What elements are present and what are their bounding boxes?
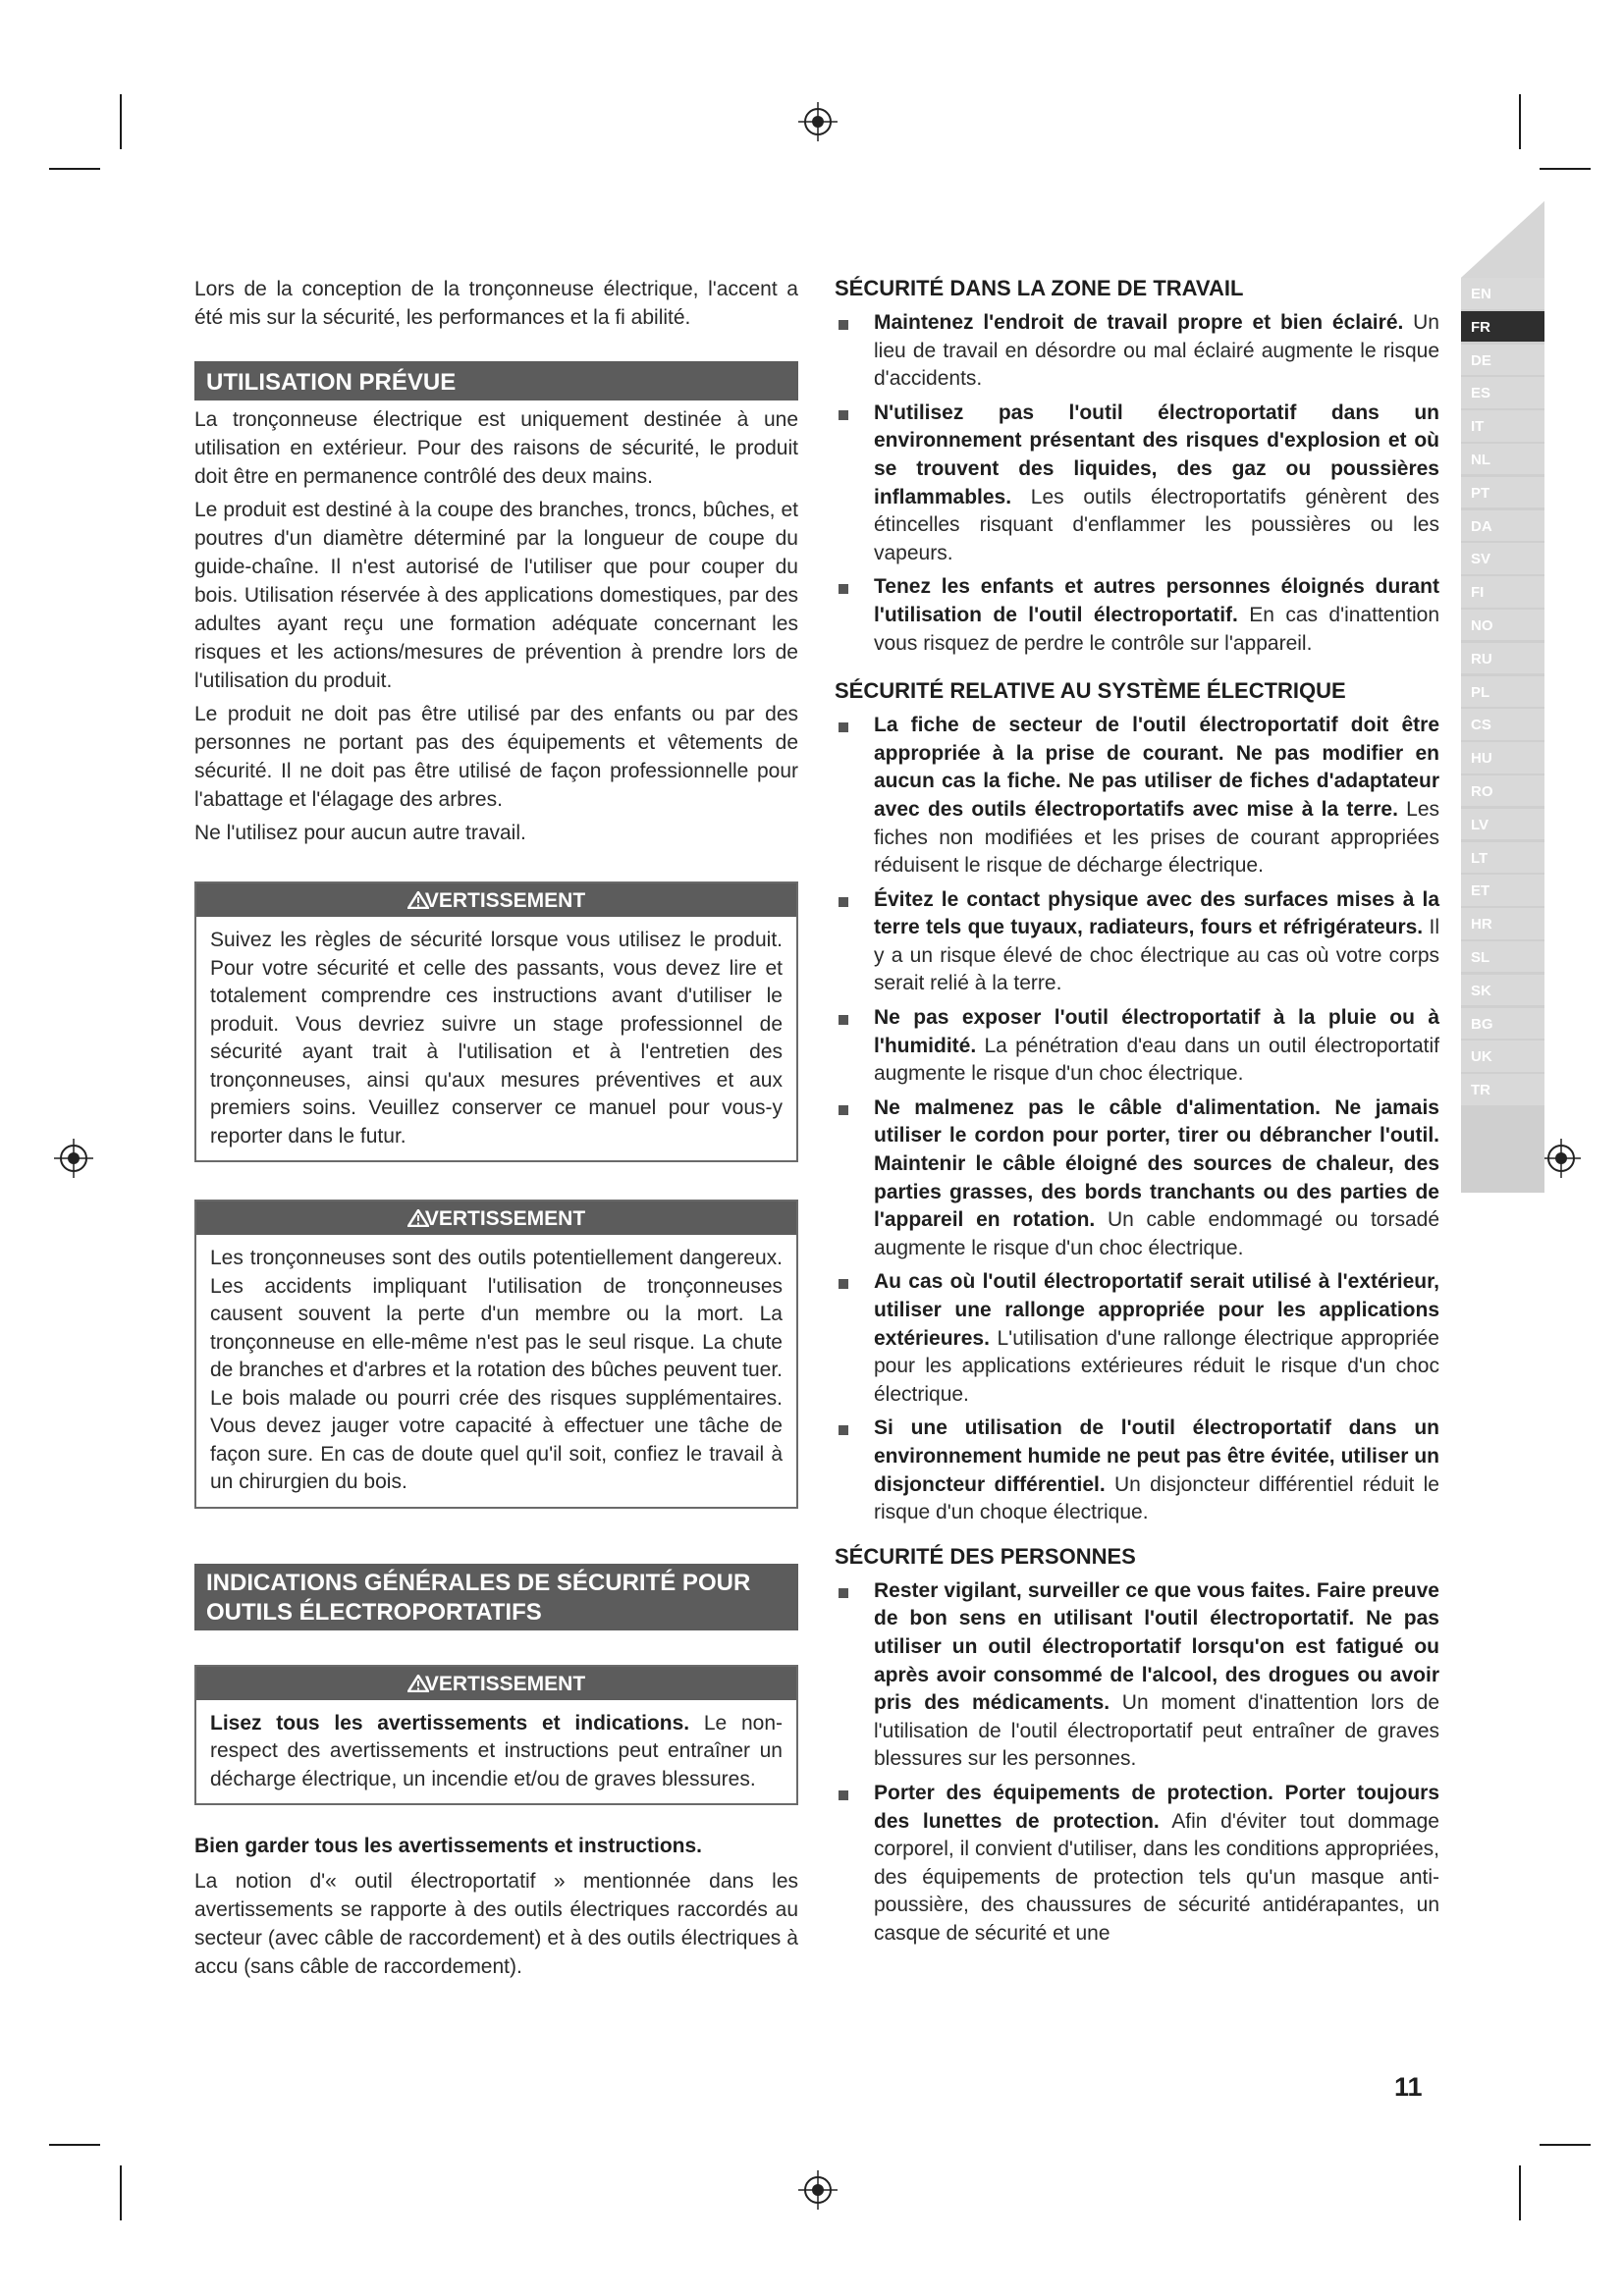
section-heading-utilisation: UTILISATION PRÉVUE	[194, 361, 798, 400]
list-item	[835, 712, 1439, 881]
warning-title-text: VERTISSEMENT	[424, 1207, 586, 1230]
item-text: Un lieu de travail en désordre ou mal éclairé augmente le risque d'accidents.	[874, 311, 1439, 391]
language-tab-lv[interactable]: LV	[1461, 809, 1544, 840]
bullet-square-icon	[839, 1790, 848, 1800]
item-text: Un disjoncteur différentiel réduit le risque d'un choque électrique.	[874, 1472, 1439, 1524]
section-heading-indications	[194, 1564, 798, 1630]
language-tab-fr[interactable]: FR	[1461, 311, 1544, 343]
list-item	[835, 400, 1439, 568]
warning-title-text: VERTISSEMENT	[424, 1672, 586, 1695]
language-tab-en[interactable]: EN	[1461, 278, 1544, 309]
list-item	[835, 309, 1439, 394]
language-tab-pl[interactable]: PL	[1461, 676, 1544, 708]
item-bold-text: Évitez le contact physique avec des surfaces mises à la terre tels que tuyaux, radiateurs, fours et réfrigérateurs.	[874, 887, 1439, 939]
bullet-square-icon	[839, 1425, 848, 1435]
bullet-square-icon	[839, 1105, 848, 1115]
crop-mark	[1519, 2165, 1521, 2220]
item-text: L'utilisation d'une rallonge électrique appropriée pour les applications extérieures réduit le risque d'un choc électrique.	[874, 1326, 1439, 1406]
item-text: Les fiches non modifiées et les prises de courant appropriées réduisent le risque de décharge électrique.	[874, 797, 1439, 878]
warning-text	[210, 1710, 783, 1794]
registration-mark-icon	[1542, 1139, 1581, 1178]
bullet-square-icon	[839, 1015, 848, 1025]
registration-mark-icon	[54, 1139, 93, 1178]
warning-box	[194, 881, 798, 1162]
list-item	[835, 573, 1439, 658]
warning-title	[196, 883, 796, 917]
warning-title-text: VERTISSEMENT	[424, 889, 586, 912]
list-item	[835, 1577, 1439, 1774]
list-item	[835, 1780, 1439, 1949]
language-tab-ru[interactable]: RU	[1461, 643, 1544, 674]
language-tab-sv[interactable]: SV	[1461, 543, 1544, 574]
bullet-square-icon	[839, 1279, 848, 1289]
language-tab-sl[interactable]: SL	[1461, 941, 1544, 973]
language-tabs	[1461, 201, 1544, 1193]
section-heading-line: OUTILS ÉLECTROPORTATIFS	[206, 1598, 542, 1626]
list-item	[835, 1095, 1439, 1263]
item-bold-text: Tenez les enfants et autres personnes éloignés durant l'utilisation de l'outil électroportatif.	[874, 575, 1439, 626]
bullet-square-icon	[839, 584, 848, 594]
utilisation-paragraph: Le produit ne doit pas être utilisé par des enfants ou par des personnes ne portant pas des équipements et vêtements de sécurité. Il ne doit pas être utilisé de façon professionnelle pour l'abattage et l'élagage des arbres.	[194, 703, 798, 811]
list-item	[835, 886, 1439, 998]
bullet-square-icon	[839, 1588, 848, 1598]
page-number: 11	[1394, 2072, 1423, 2102]
item-bold-text: Porter des équipements de protection. Porter toujours des lunettes de protection.	[874, 1781, 1439, 1833]
bullet-square-icon	[839, 320, 848, 330]
item-text: Un cable endommagé ou torsadé augmente le risque d'un choc électrique.	[874, 1208, 1439, 1259]
zone-travail-list	[835, 309, 1439, 658]
warning-bold-text: Lisez tous les avertissements et indications.	[210, 1711, 690, 1735]
item-bold-text: Ne malmenez pas le câble d'alimentation. Ne jamais utiliser le cordon pour porter, tirer ou débrancher l'outil. Maintenir le câble éloigné des sources de chaleur, des parties grasses, des bords tranchants ou des parties de l'appareil en rotation.	[874, 1095, 1439, 1232]
list-item	[835, 1415, 1439, 1526]
language-tab-nl[interactable]: NL	[1461, 444, 1544, 475]
language-tab-ro[interactable]: RO	[1461, 775, 1544, 807]
language-tab-de[interactable]: DE	[1461, 345, 1544, 376]
warning-box	[194, 1665, 798, 1806]
intro-paragraph: Lors de la conception de la tronçonneuse électrique, l'accent a été mis sur la sécurité, les performances et la fi abilité.	[194, 278, 798, 329]
warning-title	[196, 1667, 796, 1700]
item-bold-text: N'utilisez pas l'outil électroportatif dans un environnement présentant des risques d'explosion et où se trouvent des liquides, des gaz ou poussières inflammables.	[874, 400, 1439, 508]
language-tab-sk[interactable]: SK	[1461, 975, 1544, 1006]
section-heading-line: INDICATIONS GÉNÉRALES DE SÉCURITÉ POUR	[206, 1569, 751, 1596]
personnes-list	[835, 1577, 1439, 1949]
electrique-list	[835, 712, 1439, 1527]
crop-mark	[120, 94, 122, 149]
language-tab-pt[interactable]: PT	[1461, 477, 1544, 508]
notion-paragraph: La notion d'« outil électroportatif » mentionnée dans les avertissements se rapporte à des outils électriques raccordés au secteur (avec câble de raccordement) et à des outils électriques à accu (sans câble de raccordement).	[194, 1870, 798, 1978]
item-text: En cas d'inattention vous risquez de perdre le contrôle sur l'appareil.	[874, 603, 1440, 655]
crop-mark	[1519, 94, 1521, 149]
bullet-square-icon	[839, 722, 848, 732]
crop-mark	[49, 168, 100, 170]
item-bold-text: Ne pas exposer l'outil électroportatif à la pluie ou à l'humidité.	[874, 1006, 1439, 1057]
language-tab-es[interactable]: ES	[1461, 377, 1544, 408]
warning-plain-text: Le non-respect des avertissements et instructions peut entraîner un décharge électrique, un incendie et/ou de graves blessures.	[210, 1711, 783, 1790]
language-tab-lt[interactable]: LT	[1461, 842, 1544, 874]
item-text: Un moment d'inattention lors de l'utilisation de l'outil électroportatif peut entraîner de graves blessures sur les personnes.	[874, 1691, 1440, 1771]
warning-title	[196, 1201, 796, 1235]
registration-mark-icon	[798, 102, 838, 141]
registration-mark-icon	[798, 2170, 838, 2210]
language-tab-fi[interactable]: FI	[1461, 576, 1544, 608]
language-list	[1461, 278, 1544, 1107]
language-tab-et[interactable]: ET	[1461, 875, 1544, 906]
language-tab-cs[interactable]: CS	[1461, 709, 1544, 740]
right-column	[835, 275, 1439, 1953]
item-bold-text: Rester vigilant, surveiller ce que vous faites. Faire preuve de bon sens en utilisant l'outil électroportatif. Ne pas utiliser un outil électroportatif lorsqu'on est fatigué ou après avoir consommé de l'alcool, des drogues ou avoir pris des médicaments.	[874, 1578, 1439, 1715]
language-tab-hr[interactable]: HR	[1461, 908, 1544, 939]
item-text: Les outils électroportatifs génèrent des étincelles risquant d'enflammer les poussières ou les vapeurs.	[874, 485, 1439, 564]
keep-instructions-heading: Bien garder tous les avertissements et instructions.	[194, 1835, 703, 1857]
language-tab-uk[interactable]: UK	[1461, 1041, 1544, 1072]
item-text: Il y a un risque élevé de choc électrique au cas où votre corps serait relié à la terre.	[874, 916, 1439, 995]
crop-mark	[1540, 2144, 1591, 2146]
section-heading-zone-travail: SÉCURITÉ DANS LA ZONE DE TRAVAIL	[835, 276, 1244, 300]
crop-mark	[1540, 168, 1591, 170]
language-tab-no[interactable]: NO	[1461, 610, 1544, 641]
language-tab-it[interactable]: IT	[1461, 410, 1544, 442]
item-text: Afin d'éviter tout dommage corporel, il convient d'utiliser, dans les conditions appropriées, des équipements de protection tels qu'un masque anti-poussière, des chaussures de sécurité antidérapantes, un casque de sécurité et une	[874, 1809, 1439, 1945]
bullet-square-icon	[839, 410, 848, 420]
left-column	[194, 275, 798, 1981]
list-item	[835, 1268, 1439, 1409]
language-tab-tr[interactable]: TR	[1461, 1074, 1544, 1105]
section-heading-personnes: SÉCURITÉ DES PERSONNES	[835, 1543, 1136, 1569]
item-bold-text: Si une utilisation de l'outil électroportatif dans un environnement humide ne peut pas être évitée, utiliser un disjoncteur différentiel.	[874, 1416, 1439, 1496]
list-item	[835, 1004, 1439, 1089]
utilisation-paragraph: Le produit est destiné à la coupe des branches, troncs, bûches, et poutres d'un diamètre déterminé par la longueur de coupe du guide-chaîne. Il n'est autorisé de l'utiliser que pour couper du bois. Utilisation réservée à des applications domestiques, par des adultes ayant reçu une formation adéquate concernant les risques et les actions/mesures de prévention à prendre lors de l'utilisation du produit.	[194, 499, 798, 692]
crop-mark	[120, 2165, 122, 2220]
language-tab-hu[interactable]: HU	[1461, 742, 1544, 774]
language-tab-da[interactable]: DA	[1461, 510, 1544, 542]
utilisation-paragraph: Ne l'utilisez pour aucun autre travail.	[194, 822, 526, 844]
item-bold-text: Au cas où l'outil électroportatif serait utilisé à l'extérieur, utiliser une rallonge appropriée pour les applications extérieures.	[874, 1270, 1439, 1350]
item-bold-text: Maintenez l'endroit de travail propre et bien éclairé.	[874, 311, 1404, 334]
language-tab-bg[interactable]: BG	[1461, 1008, 1544, 1040]
item-bold-text: La fiche de secteur de l'outil électroportatif doit être appropriée à la prise de courant. Ne pas modifier en aucun cas la fiche. Ne pas utiliser de fiches d'adaptateur avec des outils électroportatifs avec mise à la terre.	[874, 714, 1439, 821]
section-heading-electrique: SÉCURITÉ RELATIVE AU SYSTÈME ÉLECTRIQUE	[835, 678, 1346, 704]
utilisation-paragraph: La tronçonneuse électrique est uniquement destinée à une utilisation en extérieur. Pour des raisons de sécurité, le produit doit être en permanence contrôlé des deux mains.	[194, 408, 798, 488]
crop-mark	[49, 2144, 100, 2146]
warning-text: Suivez les règles de sécurité lorsque vous utilisez le produit. Pour votre sécurité et celle des passants, vous devez lire et totalement comprendre ces instructions avant d'utiliser le produit. Vous devriez suivre un stage professionnel de sécurité ayant trait à l'utilisation et à l'entretien des tronçonneuses, ainsi qu'aux mesures préventives et aux premiers soins. Veuillez conserver ce manuel pour vous-y reporter dans le futur.	[210, 929, 783, 1148]
item-text: La pénétration d'eau dans un outil électroportatif augmente le risque d'un choc électrique.	[874, 1034, 1439, 1086]
warning-text: Les tronçonneuses sont des outils potentiellement dangereux. Les accidents impliquant l'utilisation de tronçonneuses causent souvent la perte d'un membre ou la mort. La tronçonneuse en elle-même n'est pas le seul risque. La chute de branches et d'arbres et la rotation des bûches peuvent tuer. Le bois malade ou pourri crée des risques supplémentaires. Vous devez jauger votre capacité à effectuer une tâche de façon sure. En cas de doute quel qu'il soit, confiez le travail à un chirurgien du bois.	[210, 1247, 783, 1493]
warning-box	[194, 1200, 798, 1509]
bullet-square-icon	[839, 897, 848, 907]
